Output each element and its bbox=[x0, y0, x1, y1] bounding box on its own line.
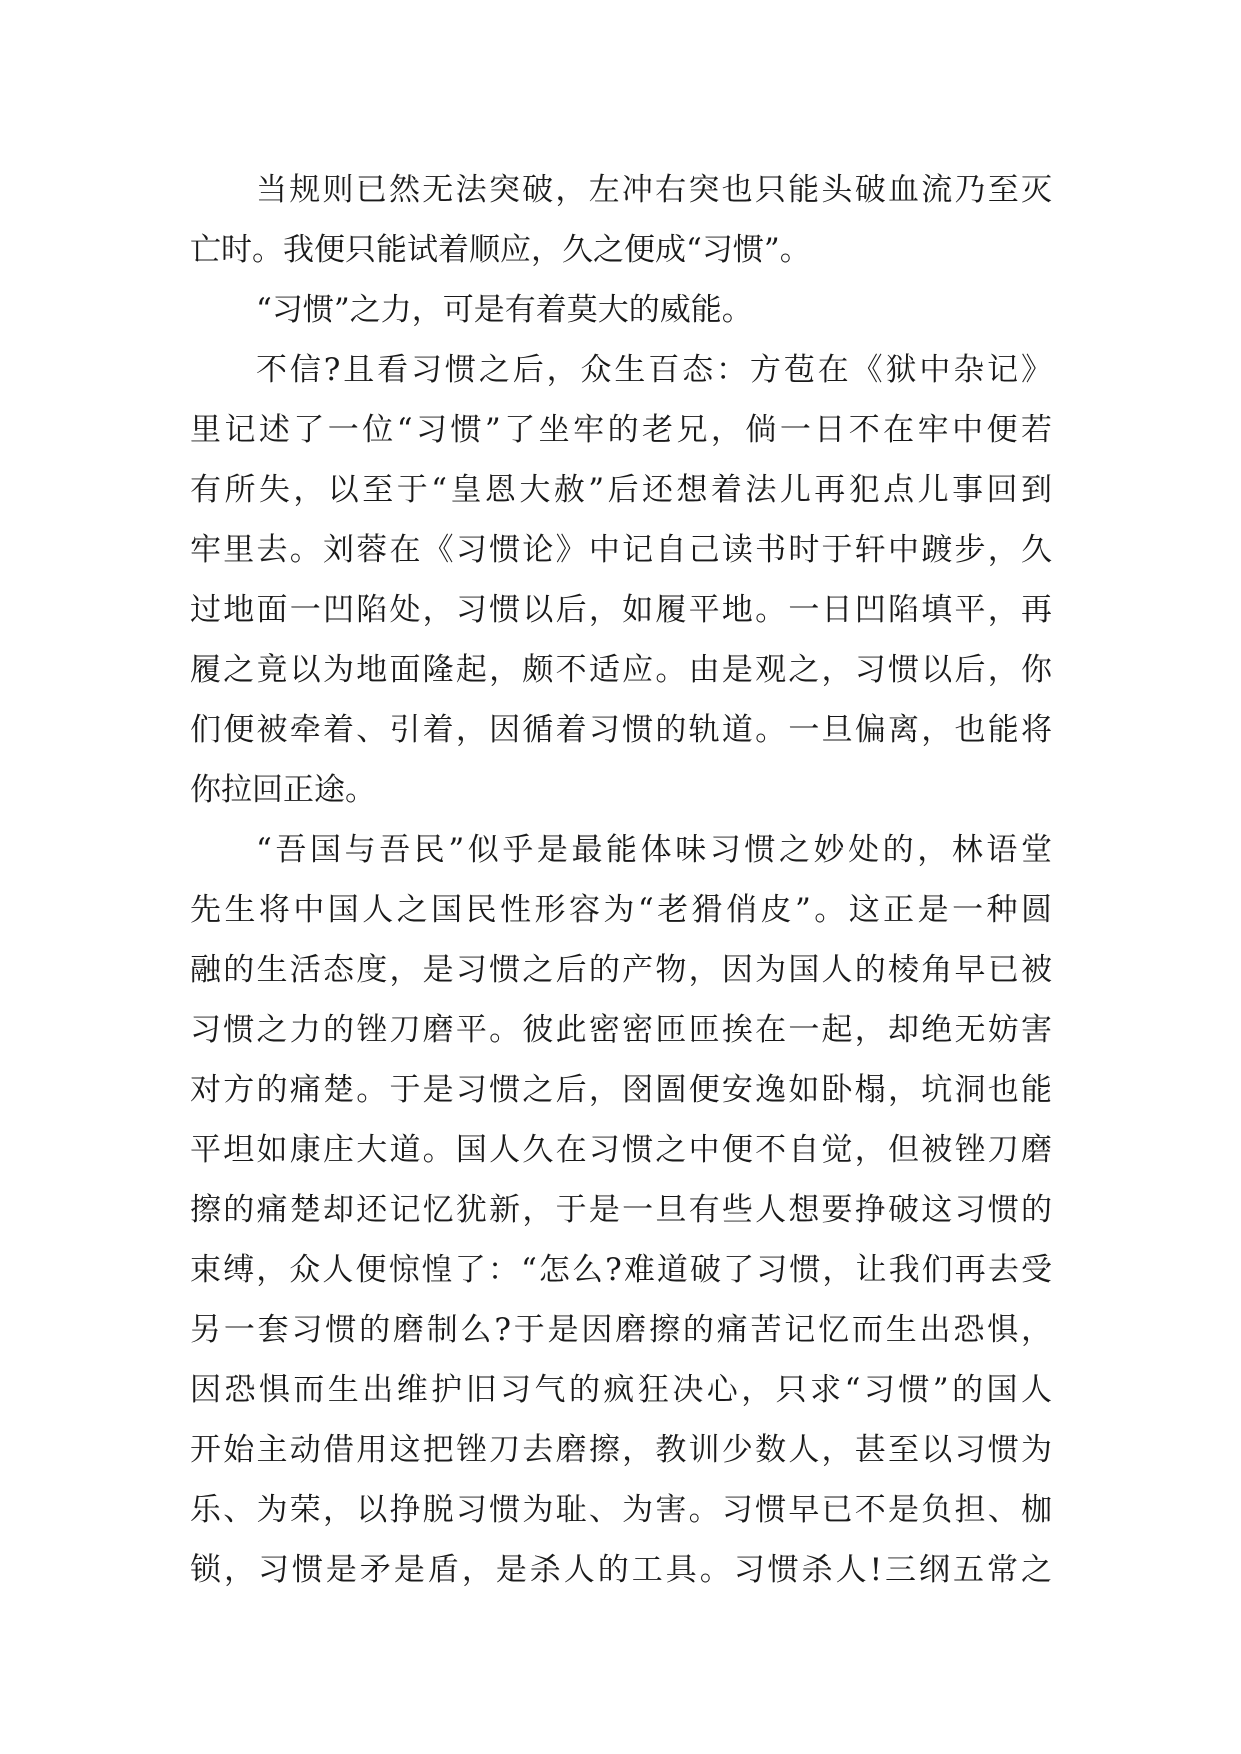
text-line: 锁，习惯是矛是盾，是杀人的工具。习惯杀人!三纲五常之 bbox=[190, 1552, 1052, 1588]
text-line: 平坦如康庄大道。国人久在习惯之中便不自觉，但被锉刀磨 bbox=[190, 1132, 1052, 1168]
text-line: 习惯之力的锉刀磨平。彼此密密匝匝挨在一起，却绝无妨害 bbox=[190, 1012, 1052, 1048]
text-line: 先生将中国人之国民性形容为“老猾俏皮”。这正是一种圆 bbox=[190, 892, 1052, 928]
text-line: 牢里去。刘蓉在《习惯论》中记自己读书时于轩中踱步，久 bbox=[190, 532, 1052, 568]
essay-body bbox=[190, 160, 1052, 1600]
text-line: “吾国与吾民”似乎是最能体味习惯之妙处的，林语堂 bbox=[256, 832, 1052, 868]
text-line: 因恐惧而生出维护旧习气的疯狂决心，只求“习惯”的国人 bbox=[190, 1372, 1052, 1408]
text-line: 过地面一凹陷处，习惯以后，如履平地。一日凹陷填平，再 bbox=[190, 592, 1052, 628]
text-line: 们便被牵着、引着，因循着习惯的轨道。一旦偏离，也能将 bbox=[190, 712, 1052, 748]
text-line: 融的生活态度，是习惯之后的产物，因为国人的棱角早已被 bbox=[190, 952, 1052, 988]
text-line: 有所失，以至于“皇恩大赦”后还想着法儿再犯点儿事回到 bbox=[190, 472, 1052, 508]
text-line: 开始主动借用这把锉刀去磨擦，教训少数人，甚至以习惯为 bbox=[190, 1432, 1052, 1468]
text-line: “习惯”之力，可是有着莫大的威能。 bbox=[256, 292, 753, 328]
text-line: 束缚，众人便惊惶了：“怎么?难道破了习惯，让我们再去受 bbox=[190, 1252, 1052, 1288]
text-line: 乐、为荣，以挣脱习惯为耻、为害。习惯早已不是负担、枷 bbox=[190, 1492, 1052, 1528]
text-line: 不信?且看习惯之后，众生百态：方苞在《狱中杂记》 bbox=[256, 352, 1052, 388]
text-line: 当规则已然无法突破，左冲右突也只能头破血流乃至灭 bbox=[256, 172, 1052, 208]
text-line: 亡时。我便只能试着顺应，久之便成“习惯”。 bbox=[190, 232, 811, 268]
text-line: 你拉回正途。 bbox=[190, 772, 376, 808]
text-line: 擦的痛楚却还记忆犹新，于是一旦有些人想要挣破这习惯的 bbox=[190, 1192, 1052, 1228]
text-line: 另一套习惯的磨制么?于是因磨擦的痛苦记忆而生出恐惧， bbox=[190, 1312, 1052, 1348]
text-line: 里记述了一位“习惯”了坐牢的老兄，倘一日不在牢中便若 bbox=[190, 412, 1052, 448]
text-line: 对方的痛楚。于是习惯之后，囹圄便安逸如卧榻，坑洞也能 bbox=[190, 1072, 1052, 1108]
text-line: 履之竟以为地面隆起，颇不适应。由是观之，习惯以后，你 bbox=[190, 652, 1052, 688]
